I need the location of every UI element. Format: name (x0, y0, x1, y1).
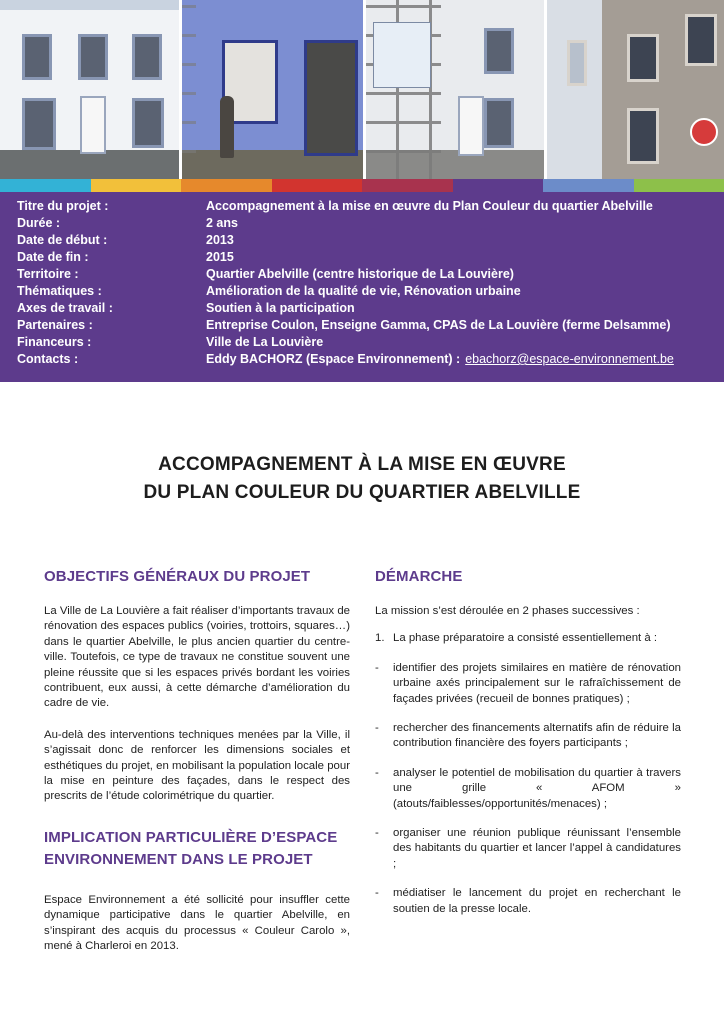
color-bar-segment (181, 179, 272, 192)
phase-step (375, 631, 681, 646)
dash-bullet: - (375, 766, 379, 779)
color-bar-segment (0, 179, 91, 192)
right-column (375, 566, 681, 917)
left-column (44, 566, 350, 955)
info-value-text: Accompagnement à la mise en œuvre du Plan Couleur du quartier Abelville (206, 199, 653, 213)
list-item (375, 661, 681, 707)
building-photo-icon (0, 0, 179, 179)
dash-bullet: - (375, 827, 379, 840)
street-photo-icon (547, 0, 724, 179)
info-value (206, 283, 521, 300)
list-item-text: rechercher des financements alternatifs afin de réduire la contribution financière des foyers participants ; (393, 722, 681, 750)
scaffold-photo-icon (366, 0, 544, 179)
list-item-text: analyser le potentiel de mobilisation du quartier à travers une grille « AFOM » (atouts/faiblesses/opportunités/menaces) ; (393, 766, 681, 810)
color-bar-segment (91, 179, 182, 192)
phase-step-text: La phase préparatoire a consisté essentiellement à : (393, 632, 658, 645)
color-bar-segment (543, 179, 634, 192)
info-value-text: Soutien à la participation (206, 301, 355, 315)
info-value (206, 232, 234, 249)
info-value (206, 317, 670, 334)
info-label: Date de fin : (17, 250, 89, 264)
info-label: Partenaires : (17, 318, 93, 332)
info-row (17, 266, 717, 283)
info-value (206, 334, 323, 351)
color-bar-segment (634, 179, 724, 192)
phase-step-number: 1. (375, 632, 385, 645)
dash-bullet: - (375, 722, 379, 735)
info-row (17, 334, 717, 351)
color-bar-segment (453, 179, 544, 192)
info-value-text: 2015 (206, 250, 234, 264)
info-label: Territoire : (17, 267, 79, 281)
list-item (375, 886, 681, 917)
info-row (17, 300, 717, 317)
info-row (17, 215, 717, 232)
info-row (17, 232, 717, 249)
demarche-list (375, 661, 681, 917)
info-label: Contacts : (17, 352, 79, 366)
info-label: Financeurs : (17, 335, 92, 349)
info-value (206, 215, 238, 232)
heading-implication-line-1: IMPLICATION PARTICULIÈRE D’ESPACE (44, 828, 338, 846)
dash-bullet: - (375, 661, 379, 674)
info-value-text: Quartier Abelville (centre historique de La Louvière) (206, 267, 514, 281)
color-bar-segment (272, 179, 363, 192)
info-label: Durée : (17, 216, 61, 230)
page-title (0, 451, 724, 507)
info-row (17, 283, 717, 300)
info-label: Axes de travail : (17, 301, 113, 315)
dash-bullet: - (375, 887, 379, 900)
list-item-text: organiser une réunion publique réunissant l’ensemble des habitants du quartier et lancer l’appel à candidatures ; (393, 827, 681, 870)
list-item-text: médiatiser le lancement du projet en recherchant le soutien de la presse locale. (393, 887, 681, 915)
info-value-text: Entreprise Coulon, Enseigne Gamma, CPAS de La Louvière (ferme Delsamme) (206, 318, 671, 332)
heading-implication (44, 827, 350, 871)
info-row (17, 249, 717, 266)
info-value-text: 2013 (206, 233, 234, 247)
info-value (206, 351, 674, 368)
photo-strip (0, 0, 724, 179)
page-title-line-2: DU PLAN COULEUR DU QUARTIER ABELVILLE (143, 482, 581, 503)
info-row (17, 198, 717, 215)
info-label: Date de début : (17, 233, 108, 247)
info-value-text: Eddy BACHORZ (Espace Environnement) : (206, 352, 461, 366)
info-value-text: Amélioration de la qualité de vie, Rénovation urbaine (206, 284, 521, 298)
paragraph-implication: Espace Environnement a été sollicité pour insuffler cette dynamique participative dans le quartier Abelville, en s’inspirant des acquis du processus « Couleur Carolo », mené à Charleroi en 2013. (44, 893, 350, 953)
color-bar (0, 179, 724, 192)
list-item-text: identifier des projets similaires en matière de rénovation urbaine axés principalement sur le rafraîchissement de façades privées (recueil de bonnes pratiques) ; (393, 661, 681, 705)
demarche-intro: La mission s’est déroulée en 2 phases successives : (375, 605, 640, 617)
heading-objectifs: OBJECTIFS GÉNÉRAUX DU PROJET (44, 568, 311, 585)
color-bar-segment (362, 179, 453, 192)
project-info-panel (0, 192, 724, 382)
info-value-text: Ville de La Louvière (206, 335, 324, 349)
list-item (375, 826, 681, 872)
info-value (206, 249, 234, 266)
info-value (206, 198, 653, 215)
contact-email-link[interactable]: ebachorz@espace-environnement.be (465, 352, 674, 366)
info-row (17, 351, 717, 368)
info-label: Thématiques : (17, 284, 102, 298)
list-item (375, 721, 681, 752)
paragraph-objectifs-1: La Ville de La Louvière a fait réaliser d’importants travaux de rénovation des espaces publics (voiries, trottoirs, squares…) dans le quartier Abelville, le plus ancien quartier du centre-ville. Toutefois, ce type de travaux ne constitue souvent une pleine réussite que si les espaces privés bordant les voiries contribuent, eux aussi, à cette démarche d’amélioration du cadre de vie. (44, 605, 350, 710)
list-item (375, 766, 681, 812)
info-row (17, 317, 717, 334)
info-value (206, 266, 514, 283)
heading-implication-line-2: ENVIRONNEMENT DANS LE PROJET (44, 850, 313, 868)
info-value (206, 300, 355, 317)
no-entry-sign-icon (690, 118, 718, 146)
paragraph-objectifs-2: Au-delà des interventions techniques menées par la Ville, il s’agissait donc de renforcer les dimensions sociales et esthétiques du projet, en mobilisant la population locale pour la mise en peinture des façades, dans le respect des prescrits de l’étude colorimétrique du quartier. (44, 728, 350, 803)
page-title-line-1: ACCOMPAGNEMENT À LA MISE EN ŒUVRE (158, 454, 566, 475)
heading-demarche: DÉMARCHE (375, 568, 463, 585)
info-label: Titre du projet : (17, 199, 109, 213)
info-value-text: 2 ans (206, 216, 238, 230)
painter-photo-icon (182, 0, 363, 179)
